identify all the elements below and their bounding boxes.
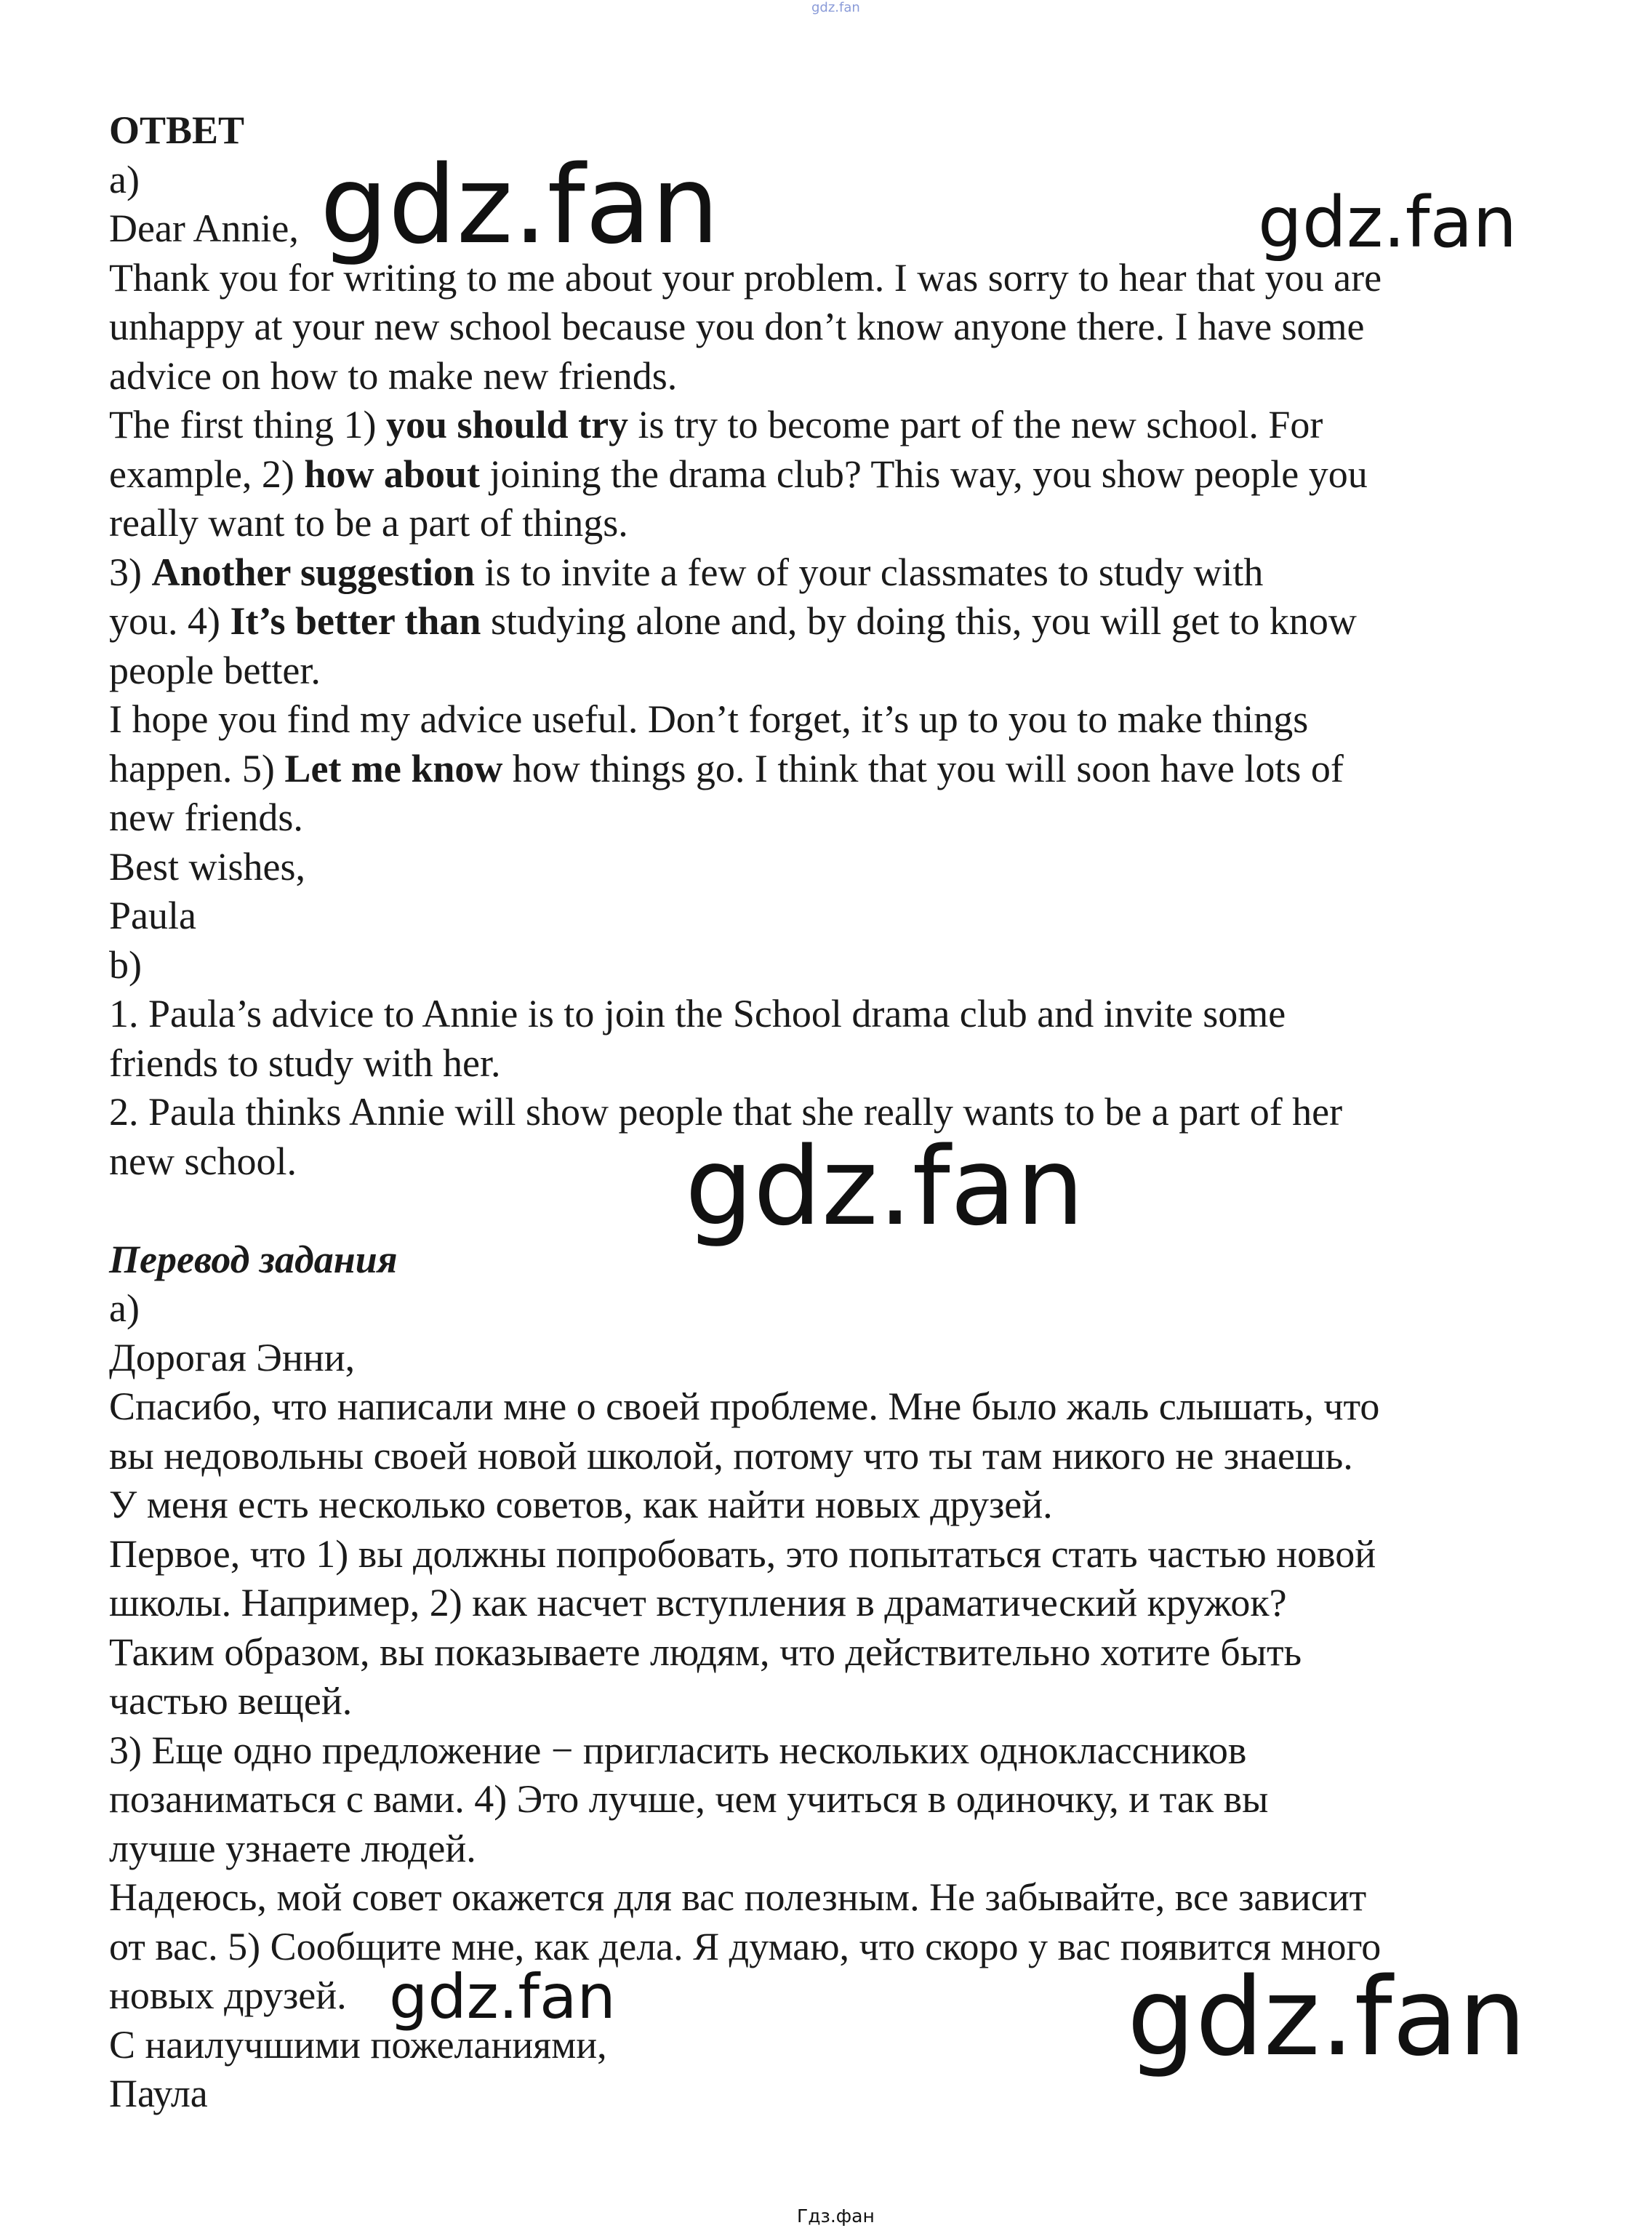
answer-phrase-3: Another suggestion xyxy=(151,550,476,594)
translation-line: вы недовольны своей новой школой, потому что ты там никого не знаешь. xyxy=(109,1433,1353,1478)
top-watermark: gdz.fan xyxy=(811,0,860,15)
translation-line: Дорогая Энни, xyxy=(109,1335,356,1379)
watermark: gdz.fan xyxy=(389,1961,616,2032)
translation-line: С наилучшими пожеланиями, xyxy=(109,2022,607,2067)
watermark: gdz.fan xyxy=(1258,182,1517,263)
letter-line: people better. xyxy=(109,648,321,692)
letter-line: really want to be a part of things. xyxy=(109,501,628,545)
translation-line: Надеюсь, мой совет окажется для вас полезным. Не забывайте, все зависит xyxy=(109,1875,1367,1919)
translation-line: Таким образом, вы показываете людям, что действительно хотите быть xyxy=(109,1630,1302,1674)
letter-line: unhappy at your new school because you don’t know anyone there. I have some xyxy=(109,305,1365,348)
translation-line: частью вещей. xyxy=(109,1679,353,1723)
letter-signature: Paula xyxy=(109,894,196,937)
letter-greeting: Dear Annie, xyxy=(109,207,299,250)
answer-heading: ОТВЕТ xyxy=(109,108,245,152)
translation-line: 3) Еще одно предложение − пригласить нескольких одноклассников xyxy=(109,1728,1247,1772)
letter-line: advice on how to make new friends. xyxy=(109,353,678,398)
answer-phrase-2: how about xyxy=(304,452,480,496)
letter-line: Thank you for writing to me about your problem. I was sorry to hear that you are xyxy=(109,255,1382,300)
answer-b-line: friends to study with her. xyxy=(109,1041,501,1085)
watermark: gdz.fan xyxy=(320,143,720,268)
page-footer: Гдз.фан xyxy=(797,2205,875,2227)
watermark: gdz.fan xyxy=(1127,1955,1527,2080)
answer-b-line: new school. xyxy=(109,1139,297,1183)
letter-line: I hope you find my advice useful. Don’t forget, it’s up to you to make things xyxy=(109,697,1309,741)
letter-line: example, 2) how about joining the drama club? This way, you show people you xyxy=(109,452,1368,496)
translation-line: У меня есть несколько советов, как найти новых друзей. xyxy=(109,1483,1053,1526)
letter-line: new friends. xyxy=(109,796,303,839)
translation-line: Паула xyxy=(109,2072,208,2115)
translation-line: Спасибо, что написали мне о своей проблеме. Мне было жаль слышать, что xyxy=(109,1385,1380,1428)
document-body xyxy=(109,106,1563,2119)
answer-phrase-4: It’s better than xyxy=(230,599,481,643)
translation-line: Первое, что 1) вы должны попробовать, это попытаться стать частью новой xyxy=(109,1531,1376,1576)
letter-line: you. 4) It’s better than studying alone and, by doing this, you will get to know xyxy=(109,599,1357,643)
translation-line: от вас. 5) Сообщите мне, как дела. Я думаю, что скоро у вас появится много xyxy=(109,1924,1382,1968)
translation-part-a-label: a) xyxy=(109,1286,140,1330)
translation-line: позаниматься с вами. 4) Это лучше, чем учиться в одиночку, и так вы xyxy=(109,1777,1269,1821)
answer-part-b-label: b) xyxy=(109,942,142,987)
answer-phrase-1: you should try xyxy=(385,403,629,446)
letter-line: 3) Another suggestion is to invite a few of your classmates to study with xyxy=(109,550,1264,594)
letter-line: The first thing 1) you should try is try to become part of the new school. For xyxy=(109,403,1323,446)
letter-line: happen. 5) Let me know how things go. I think that you will soon have lots of xyxy=(109,746,1344,790)
letter-closing: Best wishes, xyxy=(109,844,305,889)
answer-b-line: 1. Paula’s advice to Annie is to join the School drama club and invite some xyxy=(109,992,1286,1035)
answer-b-line: 2. Paula thinks Annie will show people that she really wants to be a part of her xyxy=(109,1090,1343,1134)
translation-line: новых друзей. xyxy=(109,1973,347,2017)
answer-part-a-label: a) xyxy=(109,157,140,201)
answer-phrase-5: Let me know xyxy=(284,746,503,790)
translation-line: школы. Например, 2) как насчет вступления в драматический кружок? xyxy=(109,1581,1287,1624)
watermark: gdz.fan xyxy=(685,1124,1085,1249)
translation-heading: Перевод задания xyxy=(109,1237,398,1281)
translation-line: лучше узнаете людей. xyxy=(109,1826,476,1870)
